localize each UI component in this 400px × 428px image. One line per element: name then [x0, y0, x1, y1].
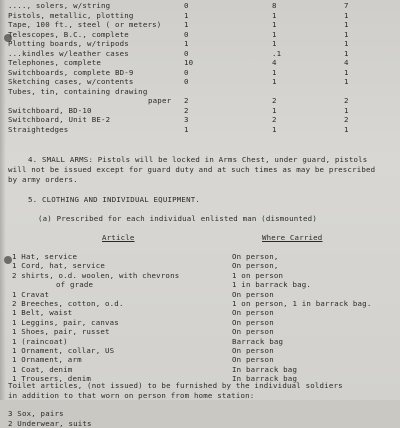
- small-arms-line-1: 4. SMALL ARMS: Pistols will be locked in Arms Chest, under guard, pistols: [28, 155, 368, 164]
- clothing-where-carried: On person: [232, 317, 274, 327]
- table-quantity: 1: [272, 29, 277, 39]
- column-header-article: Article: [102, 233, 135, 242]
- clothing-article: 1 (raincoat): [12, 336, 68, 346]
- table-quantity: 1: [344, 39, 349, 48]
- table-item-name: Plotting boards, w/tripods: [8, 39, 129, 48]
- table-quantity: 8: [272, 1, 277, 10]
- clothing-where-carried: On person: [232, 346, 274, 355]
- extra-item: 2 Underwear, suits: [8, 418, 92, 428]
- table-quantity: 1: [272, 20, 277, 29]
- table-quantity: 0: [184, 29, 189, 39]
- table-item-name: Switchboard, BD-10: [8, 105, 92, 115]
- clothing-where-carried: 1 on person: [232, 270, 284, 280]
- table-quantity: 2: [272, 115, 277, 124]
- table-quantity: 1: [272, 105, 277, 115]
- table-quantity: 1: [272, 124, 277, 134]
- table-quantity: 3: [184, 115, 189, 124]
- clothing-article: 1 Hat, service: [12, 252, 78, 261]
- clothing-where-carried: 1 in barrack bag.: [232, 280, 312, 290]
- clothing-article: 1 Shoes, pair, russet: [12, 327, 110, 337]
- clothing-where-carried: On person: [232, 289, 274, 299]
- table-quantity: 0: [184, 77, 189, 86]
- table-item-name: Pistols, metallic, plotting: [8, 10, 134, 20]
- clothing-article: 2 shirts, o.d. woolen, with chevrons: [12, 270, 180, 280]
- toilet-articles-line-2: in addition to that worn on person from home station:: [8, 391, 255, 400]
- table-quantity: 0: [184, 67, 189, 77]
- clothing-article: 1 Ornament, collar, US: [12, 346, 115, 355]
- table-quantity: 2: [184, 96, 189, 105]
- table-quantity: 1: [344, 10, 349, 20]
- table-item-name: Sketching cases, w/contents: [8, 77, 134, 86]
- table-quantity: 1: [344, 20, 349, 29]
- table-quantity: 2: [272, 96, 277, 105]
- table-quantity: 0: [184, 48, 189, 58]
- section5-heading: 5. CLOTHING AND INDIVIDUAL EQUIPMENT.: [28, 195, 201, 204]
- table-quantity: 1: [184, 10, 189, 20]
- table-item-name: Switchboard, Unit BE-2: [8, 115, 111, 124]
- clothing-where-carried: On person,: [232, 252, 279, 261]
- clothing-where-carried: 1 on person, 1 in barrack bag.: [232, 299, 372, 308]
- table-item-name: ...kindles w/leather cases: [8, 48, 129, 58]
- clothing-article: 1 Cord, hat, service: [12, 261, 105, 271]
- table-quantity: 7: [344, 1, 349, 10]
- table-item-name: Tubes, tin, containing drawing: [8, 86, 148, 96]
- table-quantity: 2: [184, 105, 189, 115]
- clothing-article: 2 Breeches, cotton, o.d.: [12, 299, 124, 308]
- table-item-name: Telescopes, B.C., complete: [8, 29, 129, 39]
- clothing-article: 1 Cravat: [12, 289, 50, 299]
- table-quantity: 4: [344, 58, 349, 67]
- table-quantity: 1: [272, 39, 277, 48]
- clothing-article: 1 Coat, denim: [12, 364, 73, 374]
- table-quantity: 10: [184, 58, 194, 67]
- table-quantity: 1: [272, 67, 277, 77]
- section5-subheading: (a) Prescribed for each individual enlisted man (dismounted): [38, 214, 317, 223]
- table-quantity: 1: [344, 67, 349, 77]
- table-item-name: Telephones, complete: [8, 58, 101, 67]
- extra-item: 3 Sox, pairs: [8, 409, 64, 418]
- table-item-name: Switchboards, complete BD-9: [8, 67, 134, 77]
- toilet-articles-line-1: Toilet articles, (not issued) to be furnished by the individual soldiers: [8, 381, 343, 390]
- table-quantity: 1: [344, 124, 349, 134]
- clothing-where-carried: In barrack bag: [232, 374, 298, 384]
- table-quantity: 1: [344, 77, 349, 86]
- table-quantity: 0: [184, 1, 189, 10]
- table-quantity: 1: [184, 39, 189, 48]
- table-item-name: Tape, 100 ft., steel ( or meters): [8, 20, 162, 29]
- clothing-where-carried: On person: [232, 355, 274, 365]
- column-header-where-carried: Where Carried: [262, 233, 323, 242]
- table-quantity: 1: [344, 105, 349, 115]
- table-quantity: 1: [344, 48, 349, 58]
- clothing-article: 1 Leggins, pair, canvas: [12, 317, 119, 327]
- clothing-where-carried: On person: [232, 308, 274, 318]
- clothing-article: of grade: [56, 280, 94, 290]
- clothing-where-carried: Barrack bag: [232, 336, 284, 346]
- table-quantity: 1: [344, 29, 349, 39]
- table-item-name: Straightedges: [8, 124, 69, 134]
- clothing-article: 1 Trousers, denim: [12, 374, 92, 384]
- table-quantity: 1: [184, 20, 189, 29]
- table-item-name: ...., solers, w/string: [8, 1, 111, 10]
- table-quantity: 4: [272, 58, 277, 67]
- table-quantity: 1: [184, 124, 189, 134]
- table-quantity: 2: [344, 115, 349, 124]
- small-arms-line-3: by army orders.: [8, 175, 78, 184]
- clothing-article: 1 Ornament, arm: [12, 355, 82, 365]
- small-arms-line-2: will not be issued except for guard duty and at such times as may be prescribed: [8, 165, 376, 174]
- table-quantity: .1: [272, 48, 282, 58]
- table-item-name: paper: [148, 96, 172, 105]
- table-quantity: 1: [272, 77, 277, 86]
- table-quantity: 2: [344, 96, 349, 105]
- clothing-where-carried: On person: [232, 327, 274, 337]
- clothing-article: 1 Belt, waist: [12, 308, 73, 318]
- clothing-where-carried: On person,: [232, 261, 279, 271]
- table-quantity: 1: [272, 10, 277, 20]
- clothing-where-carried: In barrack bag: [232, 364, 298, 374]
